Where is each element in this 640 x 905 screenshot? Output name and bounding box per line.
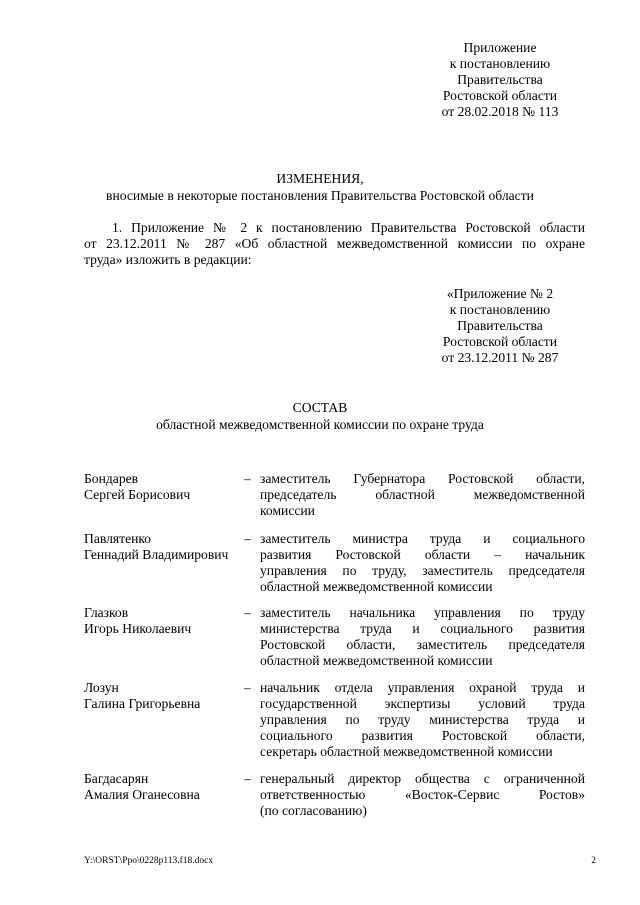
composition-title: СОСТАВ	[292, 400, 348, 415]
role-line: министерства труда и социального развития	[260, 621, 585, 636]
member-role	[260, 471, 585, 519]
footer-file-path: Y:\ORST\Ppo\0228p113.f18.docx	[84, 856, 214, 866]
member-name	[84, 680, 244, 712]
role-line: заместитель Губернатора Ростовской области,	[260, 471, 585, 486]
quoted-appendix-header	[415, 286, 585, 366]
member-surname: Павлятенко	[84, 531, 152, 546]
appendix-header-line: Правительства	[457, 72, 543, 87]
member-dash: –	[244, 531, 251, 546]
composition-subtitle: областной межведомственной комиссии по охране труда	[156, 417, 484, 432]
paragraph-line: труда» изложить в редакции:	[84, 252, 252, 267]
quoted-appendix-line: «Приложение № 2	[446, 286, 554, 301]
member-given-names: Амалия Оганесовна	[84, 787, 200, 802]
role-line: областной межведомственной комиссии	[260, 653, 493, 668]
member-dash: –	[244, 605, 251, 620]
paragraph-1	[84, 220, 585, 268]
quoted-appendix-line: к постановлению	[449, 302, 551, 317]
member-given-names: Сергей Борисович	[84, 487, 191, 502]
appendix-header-line: Ростовской области	[442, 88, 558, 103]
appendix-header	[415, 40, 585, 120]
member-role	[260, 771, 585, 819]
changes-subtitle: вносимые в некоторые постановления Правительства Ростовской области	[106, 188, 534, 203]
member-given-names: Геннадий Владимирович	[84, 547, 229, 562]
role-line: генеральный директор общества с ограниченной	[260, 771, 585, 786]
member-surname: Глазков	[84, 605, 129, 620]
member-surname: Багдасарян	[84, 771, 149, 786]
role-line: (по согласованию)	[260, 803, 367, 818]
member-surname: Бондарев	[84, 471, 139, 486]
role-line: заместитель министра труда и социального	[260, 531, 585, 546]
role-line: начальник отдела управления охраной труда и	[260, 680, 585, 695]
quoted-appendix-line: от 23.12.2011 № 287	[441, 350, 559, 365]
quoted-appendix-line: Ростовской области	[442, 334, 558, 349]
footer-page-number: 2	[591, 856, 596, 866]
member-name	[84, 605, 244, 637]
role-line: социального развития Ростовской области,	[260, 728, 585, 743]
member-role	[260, 605, 585, 669]
quoted-appendix-line: Правительства	[457, 318, 543, 333]
member-dash: –	[244, 471, 251, 486]
member-dash: –	[244, 680, 251, 695]
changes-title: ИЗМЕНЕНИЯ,	[276, 171, 364, 186]
member-name	[84, 471, 244, 503]
member-surname: Лозун	[84, 680, 119, 695]
role-line: управления по труду министерства труда и	[260, 712, 585, 727]
paragraph-line: от 23.12.2011 № 287 «Об областной межведомственной комиссии по охране	[84, 236, 585, 251]
role-line: заместитель начальника управления по труду	[260, 605, 585, 620]
member-name	[84, 531, 244, 563]
role-line: председатель областной межведомственной	[260, 487, 585, 502]
role-line: управления по труду, заместитель председателя	[260, 563, 585, 578]
member-dash: –	[244, 771, 251, 786]
member-name	[84, 771, 244, 803]
role-line: секретарь областной межведомственной комиссии	[260, 744, 553, 759]
role-line: ответственностью «Восток-Сервис Ростов»	[260, 787, 585, 802]
role-line: комиссии	[260, 503, 315, 518]
role-line: областной межведомственной комиссии	[260, 579, 493, 594]
member-given-names: Галина Григорьевна	[84, 696, 201, 711]
paragraph-line: 1. Приложение № 2 к постановлению Правительства Ростовской области	[112, 220, 585, 235]
member-role	[260, 531, 585, 595]
member-given-names: Игорь Николаевич	[84, 621, 192, 636]
role-line: государственной экспертизы условий труда	[260, 696, 585, 711]
appendix-header-line: Приложение	[463, 40, 537, 55]
appendix-header-line: к постановлению	[449, 56, 551, 71]
appendix-header-line: от 28.02.2018 № 113	[441, 104, 559, 119]
member-role	[260, 680, 585, 760]
role-line: Ростовской области, заместитель председателя	[260, 637, 585, 652]
role-line: развития Ростовской области – начальник	[260, 547, 585, 562]
